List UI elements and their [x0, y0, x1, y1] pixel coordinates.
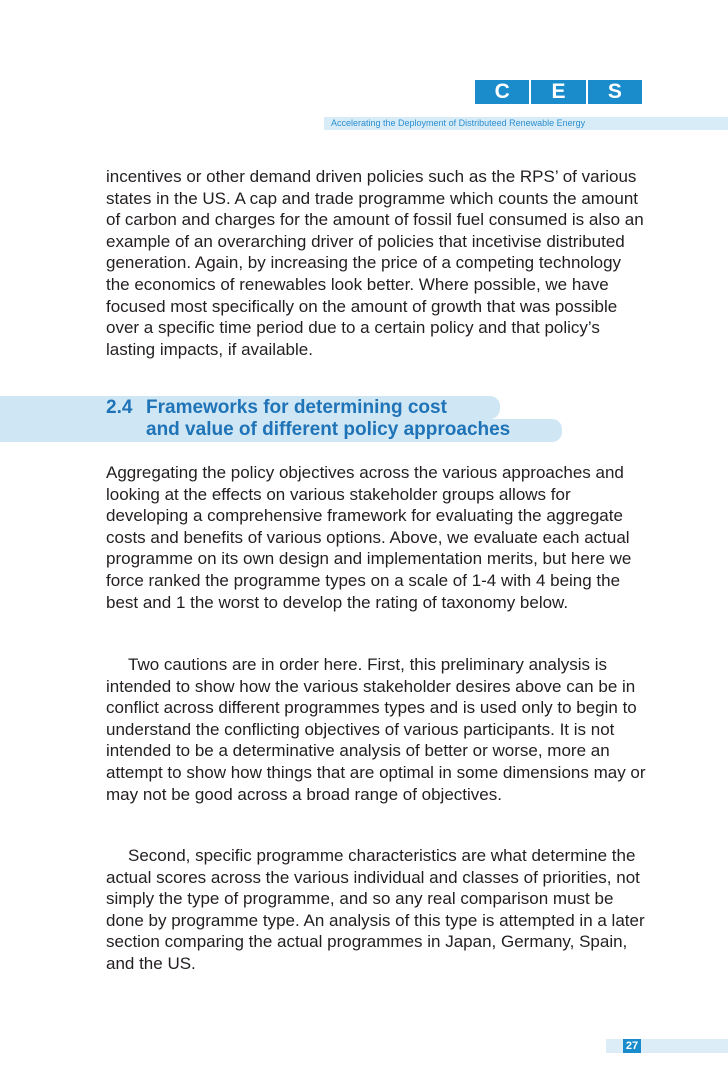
ces-logo — [475, 80, 642, 104]
section-title-line2: and value of different policy approaches — [146, 419, 511, 440]
page-number: 27 — [623, 1039, 641, 1053]
paragraph-cautions: Two cautions are in order here. First, this preliminary analysis is intended to show how the various stakeholder desires above can be in conflict across different programmes types and is used only to begin to understand the conflicting objectives of various participants. It is not intended to be a determinative analysis of better or worse, more an attempt to show how things that are optimal in some dimensions may or may not be good across a broad range of objectives. — [106, 655, 646, 804]
paragraph-aggregating: Aggregating the policy objectives across the various approaches and looking at the effects on various stakeholder groups allows for developing a comprehensive framework for evaluating the aggregate costs and benefits of various options. Above, we evaluate each actual programme on its own design and implementation merits, but here we force ranked the programme types on a scale of 1-4 with 4 being the best and 1 the worst to develop the rating of taxonomy below. — [106, 463, 632, 612]
logo-letter-s: S — [588, 80, 642, 104]
section-title-line1: Frameworks for determining cost — [146, 397, 447, 418]
header-tagline: Accelerating the Deployment of Distributeed Renewable Energy — [331, 118, 586, 128]
logo-letter-c: C — [475, 80, 531, 104]
section-heading — [106, 397, 510, 441]
paragraph-intro: incentives or other demand driven policies such as the RPS’ of various states in the US. A cap and trade programme which counts the amount of carbon and charges for the amount of fossil fuel consumed is also an example of an overarching driver of policies that incetivise distributed generation. Again, by increasing the price of a competing technology the economics of renewables look better. Where possible, we have focused most specifically on the amount of growth that was possible over a specific time period due to a certain policy and that policy’s lasting impacts, if available. — [106, 167, 644, 359]
section-number: 2.4 — [106, 397, 133, 418]
logo-letter-e: E — [531, 80, 587, 104]
paragraph-second: Second, specific programme characteristics are what determine the actual scores across the various individual and classes of priorities, not simply the type of programme, and so any real comparison must be done by programme type. An analysis of this type is attempted in a later section comparing the actual programmes in Japan, Germany, Spain, and the US. — [106, 846, 645, 973]
